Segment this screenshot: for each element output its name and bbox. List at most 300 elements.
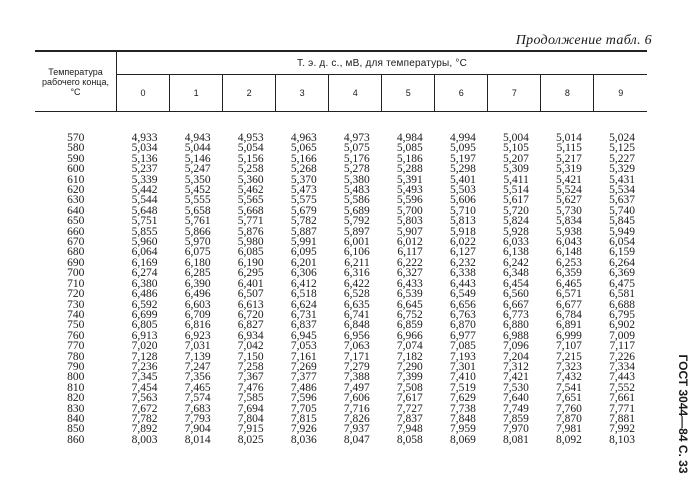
value-cell: 6,117 xyxy=(397,246,423,259)
value-cell: 7,937 xyxy=(343,423,370,436)
value-cell: 7,161 xyxy=(290,350,317,363)
value-cell: 7,541 xyxy=(556,381,582,394)
value-cell: 6,138 xyxy=(503,246,529,259)
value-cell: 7,107 xyxy=(556,340,582,353)
value-cell: 5,855 xyxy=(131,225,158,238)
value-cell: 7,226 xyxy=(609,350,635,363)
value-cell: 7,323 xyxy=(556,360,582,373)
value-cell: 5,227 xyxy=(609,152,635,165)
value-cell: 5,278 xyxy=(343,163,370,176)
value-cell: 5,617 xyxy=(503,194,529,207)
temperature-cell: 570 xyxy=(67,132,85,144)
column-header: 8 xyxy=(541,75,594,112)
value-cell: 5,186 xyxy=(396,152,423,165)
value-cell: 7,020 xyxy=(131,340,158,353)
value-cell: 8,014 xyxy=(184,433,211,446)
value-cell: 7,815 xyxy=(290,412,317,425)
value-cell: 8,036 xyxy=(290,433,317,446)
value-cell: 6,837 xyxy=(290,319,317,332)
value-cell: 6,148 xyxy=(556,246,582,259)
value-cell: 6,075 xyxy=(184,246,211,259)
value-cell: 5,700 xyxy=(396,204,423,217)
value-cell: 5,339 xyxy=(131,173,158,186)
value-cell: 7,476 xyxy=(237,381,264,394)
value-cell: 6,242 xyxy=(503,256,529,269)
value-cell: 6,295 xyxy=(237,267,264,280)
column-header: 3 xyxy=(276,75,329,112)
value-cell: 6,159 xyxy=(609,246,635,259)
value-cell: 7,063 xyxy=(343,340,370,353)
value-cell: 6,603 xyxy=(184,298,211,311)
value-cell: 6,891 xyxy=(556,319,582,332)
value-cell: 8,103 xyxy=(609,433,635,446)
value-cell: 7,904 xyxy=(184,423,211,436)
value-cell: 7,948 xyxy=(396,423,423,436)
value-cell: 6,763 xyxy=(449,308,476,321)
table-row xyxy=(35,435,647,445)
temperature-cell: 860 xyxy=(67,433,85,446)
value-cell: 6,934 xyxy=(237,329,264,342)
temperature-cell: 720 xyxy=(67,288,85,301)
value-cell: 5,803 xyxy=(396,215,423,228)
column-header: 0 xyxy=(117,75,170,112)
value-cell: 5,115 xyxy=(556,142,582,155)
value-cell: 5,740 xyxy=(609,204,635,217)
value-cell: 6,327 xyxy=(396,267,423,280)
value-cell: 5,298 xyxy=(449,163,476,176)
value-cell: 6,859 xyxy=(396,319,423,332)
value-cell: 7,563 xyxy=(131,392,158,405)
value-cell: 7,926 xyxy=(290,423,317,436)
value-cell: 6,518 xyxy=(290,288,317,301)
value-cell: 6,571 xyxy=(556,288,582,301)
value-cell: 6,656 xyxy=(449,298,476,311)
value-cell: 7,651 xyxy=(556,392,582,405)
value-cell: 7,334 xyxy=(609,360,635,373)
value-cell: 7,749 xyxy=(503,402,529,415)
value-cell: 6,827 xyxy=(237,319,264,332)
value-cell: 5,555 xyxy=(184,194,211,207)
temperature-cell: 670 xyxy=(67,236,85,249)
value-cell: 5,370 xyxy=(290,173,317,186)
value-cell: 6,190 xyxy=(237,256,264,269)
value-cell: 7,892 xyxy=(131,423,158,436)
header-spacer xyxy=(35,112,647,134)
value-cell: 6,169 xyxy=(131,256,158,269)
value-cell: 7,727 xyxy=(396,402,423,415)
spacer-cell xyxy=(35,112,647,134)
value-cell: 7,574 xyxy=(184,392,211,405)
value-cell: 5,544 xyxy=(131,194,158,207)
value-cell: 5,217 xyxy=(556,152,582,165)
temperature-cell: 610 xyxy=(67,173,85,186)
value-cell: 7,826 xyxy=(343,412,370,425)
value-cell: 5,431 xyxy=(609,173,635,186)
value-cell: 7,465 xyxy=(184,381,211,394)
value-cell: 6,316 xyxy=(343,267,370,280)
value-cell: 5,813 xyxy=(449,215,476,228)
value-cell: 7,042 xyxy=(237,340,264,353)
value-cell: 6,274 xyxy=(131,267,158,280)
value-cell: 7,606 xyxy=(343,392,370,405)
value-cell: 6,773 xyxy=(503,308,529,321)
temperature-cell: 640 xyxy=(67,204,85,217)
value-cell: 6,560 xyxy=(503,288,529,301)
value-cell: 5,834 xyxy=(556,215,582,228)
value-cell: 5,197 xyxy=(449,152,476,165)
temperature-cell: 630 xyxy=(67,194,85,207)
value-cell: 5,329 xyxy=(609,163,635,176)
value-cell: 5,761 xyxy=(184,215,211,228)
value-cell: 5,380 xyxy=(343,173,370,186)
value-cell: 5,866 xyxy=(184,225,211,238)
temperature-cell: 590 xyxy=(67,152,85,165)
value-cell: 7,486 xyxy=(290,381,317,394)
value-cell: 5,391 xyxy=(396,173,423,186)
value-cell: 8,047 xyxy=(343,433,370,446)
value-cell: 6,043 xyxy=(556,236,582,249)
value-cell: 5,960 xyxy=(131,236,158,249)
temperature-cell: 840 xyxy=(67,412,85,425)
value-cell: 6,465 xyxy=(556,277,582,290)
value-cell: 5,824 xyxy=(503,215,529,228)
value-cell: 5,710 xyxy=(449,204,476,217)
temperature-cell: 770 xyxy=(67,340,85,353)
value-cell: 7,290 xyxy=(396,360,423,373)
temperature-cell: 650 xyxy=(67,215,85,228)
value-cell: 6,870 xyxy=(449,319,476,332)
value-cell: 6,180 xyxy=(184,256,211,269)
temperature-cell: 800 xyxy=(67,371,85,384)
value-cell: 5,918 xyxy=(449,225,476,238)
value-cell: 5,668 xyxy=(237,204,264,217)
value-cell: 6,054 xyxy=(609,236,635,249)
value-cell: 5,792 xyxy=(343,215,370,228)
value-cell: 6,486 xyxy=(131,288,158,301)
value-cell: 8,092 xyxy=(556,433,582,446)
value-cell: 5,125 xyxy=(609,142,635,155)
column-header: 6 xyxy=(435,75,488,112)
table-caption: Продолжение табл. 6 xyxy=(515,33,652,48)
value-cell: 5,627 xyxy=(556,194,582,207)
value-cell: 5,689 xyxy=(343,204,370,217)
value-cell: 5,473 xyxy=(290,184,317,197)
value-cell: 4,933 xyxy=(131,132,158,144)
value-cell: 7,085 xyxy=(449,340,476,353)
value-cell: 5,247 xyxy=(184,163,211,176)
value-cell: 7,672 xyxy=(131,402,158,415)
value-cell: 5,065 xyxy=(290,142,317,155)
value-cell: 8,003 xyxy=(131,433,158,446)
value-cell: 6,709 xyxy=(184,308,211,321)
value-cell: 5,534 xyxy=(609,184,635,197)
temperature-cell: 690 xyxy=(67,256,85,269)
value-cell: 7,519 xyxy=(449,381,476,394)
temperature-cell: 820 xyxy=(67,392,85,405)
value-cell: 6,956 xyxy=(343,329,370,342)
temperature-cell: 810 xyxy=(67,381,85,394)
value-cell: 7,683 xyxy=(184,402,211,415)
value-cell: 6,816 xyxy=(184,319,211,332)
value-cell: 8,025 xyxy=(237,433,264,446)
value-cell: 6,923 xyxy=(184,329,211,342)
value-cell: 5,268 xyxy=(290,163,317,176)
value-cell: 7,345 xyxy=(131,371,158,384)
emf-table xyxy=(35,50,647,445)
value-cell: 5,207 xyxy=(503,152,529,165)
value-cell: 7,760 xyxy=(556,402,582,415)
value-cell: 7,793 xyxy=(184,412,211,425)
table-body xyxy=(35,112,647,446)
temperature-cell: 780 xyxy=(67,350,85,363)
value-cell: 7,870 xyxy=(556,412,582,425)
column-header: 4 xyxy=(329,75,382,112)
value-cell: 5,146 xyxy=(184,152,211,165)
value-cell: 5,136 xyxy=(131,152,158,165)
value-cell: 6,127 xyxy=(449,246,476,259)
value-cell: 7,585 xyxy=(237,392,264,405)
column-header: 2 xyxy=(223,75,276,112)
value-cell: 7,771 xyxy=(609,402,635,415)
value-cell: 5,524 xyxy=(556,184,582,197)
value-cell: 5,887 xyxy=(290,225,317,238)
value-cell: 6,348 xyxy=(503,267,529,280)
value-cell: 4,984 xyxy=(396,132,423,144)
value-cell: 5,493 xyxy=(396,184,423,197)
value-cell: 7,053 xyxy=(290,340,317,353)
value-cell: 7,258 xyxy=(237,360,264,373)
value-cell: 5,319 xyxy=(556,163,582,176)
value-cell: 6,752 xyxy=(396,308,423,321)
value-cell: 6,012 xyxy=(396,236,423,249)
temperature-cell: 850 xyxy=(67,423,85,436)
value-cell: 5,401 xyxy=(449,173,476,186)
value-cell: 7,312 xyxy=(503,360,529,373)
value-cell: 6,085 xyxy=(237,246,264,259)
value-cell: 6,507 xyxy=(237,288,264,301)
value-cell: 7,182 xyxy=(396,350,423,363)
value-cell: 7,399 xyxy=(396,371,423,384)
value-cell: 6,613 xyxy=(237,298,264,311)
value-cell: 5,876 xyxy=(237,225,264,238)
value-cell: 7,629 xyxy=(449,392,476,405)
value-cell: 5,442 xyxy=(131,184,158,197)
value-cell: 7,096 xyxy=(503,340,529,353)
value-cell: 7,959 xyxy=(449,423,476,436)
value-cell: 5,350 xyxy=(184,173,211,186)
value-cell: 5,309 xyxy=(503,163,529,176)
value-cell: 5,514 xyxy=(503,184,529,197)
value-cell: 7,215 xyxy=(556,350,582,363)
value-cell: 7,356 xyxy=(184,371,211,384)
value-cell: 5,452 xyxy=(184,184,211,197)
value-cell: 4,963 xyxy=(290,132,317,144)
value-cell: 6,475 xyxy=(609,277,635,290)
value-cell: 5,105 xyxy=(503,142,529,155)
value-cell: 5,237 xyxy=(131,163,158,176)
value-cell: 7,782 xyxy=(131,412,158,425)
value-cell: 7,848 xyxy=(449,412,476,425)
value-cell: 6,095 xyxy=(290,246,317,259)
value-cell: 6,945 xyxy=(290,329,317,342)
value-cell: 4,994 xyxy=(449,132,476,144)
value-cell: 7,117 xyxy=(609,340,635,353)
value-cell: 7,150 xyxy=(237,350,264,363)
value-cell: 7,443 xyxy=(609,371,635,384)
value-cell: 5,648 xyxy=(131,204,158,217)
value-cell: 6,913 xyxy=(131,329,158,342)
table-row xyxy=(35,393,647,403)
value-cell: 6,592 xyxy=(131,298,158,311)
value-cell: 7,716 xyxy=(343,402,370,415)
value-cell: 7,377 xyxy=(290,371,317,384)
value-cell: 5,095 xyxy=(449,142,476,155)
temperature-cell: 830 xyxy=(67,402,85,415)
temperature-cell: 700 xyxy=(67,267,85,280)
value-cell: 5,928 xyxy=(503,225,529,238)
value-cell: 5,004 xyxy=(503,132,529,144)
value-cell: 5,288 xyxy=(396,163,423,176)
value-cell: 7,279 xyxy=(343,360,370,373)
value-cell: 5,845 xyxy=(609,215,635,228)
value-cell: 7,881 xyxy=(609,412,635,425)
value-cell: 6,222 xyxy=(396,256,423,269)
value-cell: 6,677 xyxy=(556,298,582,311)
value-cell: 5,421 xyxy=(556,173,582,186)
value-cell: 7,454 xyxy=(131,381,158,394)
column-header: 1 xyxy=(170,75,223,112)
value-cell: 7,388 xyxy=(343,371,370,384)
table-row xyxy=(35,341,647,351)
value-cell: 5,751 xyxy=(131,215,158,228)
column-header: 7 xyxy=(488,75,541,112)
temperature-cell: 730 xyxy=(67,298,85,311)
value-cell: 7,915 xyxy=(237,423,264,436)
value-cell: 6,064 xyxy=(131,246,158,259)
value-cell: 6,433 xyxy=(396,277,423,290)
value-cell: 5,575 xyxy=(290,194,317,207)
value-cell: 4,943 xyxy=(184,132,211,144)
value-cell: 6,581 xyxy=(609,288,635,301)
value-cell: 6,624 xyxy=(290,298,317,311)
value-cell: 6,306 xyxy=(290,267,317,280)
value-cell: 5,483 xyxy=(343,184,370,197)
value-cell: 7,705 xyxy=(290,402,317,415)
value-cell: 5,586 xyxy=(343,194,370,207)
value-cell: 5,897 xyxy=(343,225,370,238)
temperature-cell: 600 xyxy=(67,163,85,176)
temperature-cell: 790 xyxy=(67,360,85,373)
column-header: 9 xyxy=(594,75,647,112)
value-cell: 5,980 xyxy=(237,236,264,249)
value-cell: 7,139 xyxy=(184,350,211,363)
value-cell: 5,907 xyxy=(396,225,423,238)
value-cell: 6,848 xyxy=(343,319,370,332)
value-cell: 7,661 xyxy=(609,392,635,405)
value-cell: 5,730 xyxy=(556,204,582,217)
value-cell: 5,596 xyxy=(396,194,423,207)
value-cell: 5,411 xyxy=(503,173,529,186)
value-cell: 7,640 xyxy=(503,392,529,405)
value-cell: 8,058 xyxy=(396,433,423,446)
value-cell: 7,031 xyxy=(184,340,211,353)
value-cell: 7,694 xyxy=(237,402,264,415)
value-cell: 7,992 xyxy=(609,423,635,436)
value-cell: 6,784 xyxy=(556,308,582,321)
temperature-cell: 740 xyxy=(67,308,85,321)
value-cell: 6,380 xyxy=(131,277,158,290)
value-cell: 5,949 xyxy=(609,225,635,238)
value-cell: 6,253 xyxy=(556,256,582,269)
value-cell: 6,880 xyxy=(503,319,529,332)
temperature-cell: 680 xyxy=(67,246,85,259)
value-cell: 7,410 xyxy=(449,371,476,384)
value-cell: 5,166 xyxy=(290,152,317,165)
value-cell: 5,024 xyxy=(609,132,635,144)
value-cell: 6,977 xyxy=(449,329,476,342)
value-cell: 6,359 xyxy=(556,267,582,280)
value-cell: 5,462 xyxy=(237,184,264,197)
value-cell: 5,176 xyxy=(343,152,370,165)
value-cell: 7,009 xyxy=(609,329,635,342)
value-cell: 7,204 xyxy=(503,350,529,363)
value-cell: 7,981 xyxy=(556,423,582,436)
value-cell: 5,720 xyxy=(503,204,529,217)
value-cell: 6,496 xyxy=(184,288,211,301)
value-cell: 7,497 xyxy=(343,381,370,394)
value-cell: 5,782 xyxy=(290,215,317,228)
row-header: Температура рабочего конца, °С xyxy=(35,51,117,112)
value-cell: 6,805 xyxy=(131,319,158,332)
value-cell: 6,699 xyxy=(131,308,158,321)
value-cell: 8,069 xyxy=(449,433,476,446)
value-cell: 5,034 xyxy=(131,142,158,155)
value-cell: 7,738 xyxy=(449,402,476,415)
value-cell: 5,991 xyxy=(290,236,317,249)
temperature-cell: 710 xyxy=(67,277,85,290)
value-cell: 6,999 xyxy=(556,329,582,342)
value-cell: 5,658 xyxy=(184,204,211,217)
value-cell: 6,338 xyxy=(449,267,476,280)
temperature-cell: 660 xyxy=(67,225,85,238)
value-cell: 6,635 xyxy=(343,298,370,311)
value-cell: 7,247 xyxy=(184,360,211,373)
value-cell: 6,264 xyxy=(609,256,635,269)
value-cell: 6,688 xyxy=(609,298,635,311)
column-header: 5 xyxy=(382,75,435,112)
value-cell: 5,156 xyxy=(237,152,264,165)
value-cell: 7,193 xyxy=(449,350,476,363)
value-cell: 5,679 xyxy=(290,204,317,217)
value-cell: 7,552 xyxy=(609,381,635,394)
temperature-cell: 750 xyxy=(67,319,85,332)
value-cell: 6,201 xyxy=(290,256,317,269)
value-cell: 6,443 xyxy=(449,277,476,290)
value-cell: 6,285 xyxy=(184,267,211,280)
value-cell: 6,412 xyxy=(290,277,317,290)
value-cell: 6,731 xyxy=(290,308,317,321)
table-row xyxy=(35,133,647,143)
value-cell: 6,106 xyxy=(343,246,370,259)
value-cell: 5,565 xyxy=(237,194,264,207)
value-cell: 6,001 xyxy=(343,236,370,249)
value-cell: 7,596 xyxy=(290,392,317,405)
value-cell: 8,081 xyxy=(503,433,529,446)
value-cell: 5,085 xyxy=(396,142,423,155)
value-cell: 6,232 xyxy=(449,256,476,269)
value-cell: 6,795 xyxy=(609,308,635,321)
value-cell: 5,637 xyxy=(609,194,635,207)
